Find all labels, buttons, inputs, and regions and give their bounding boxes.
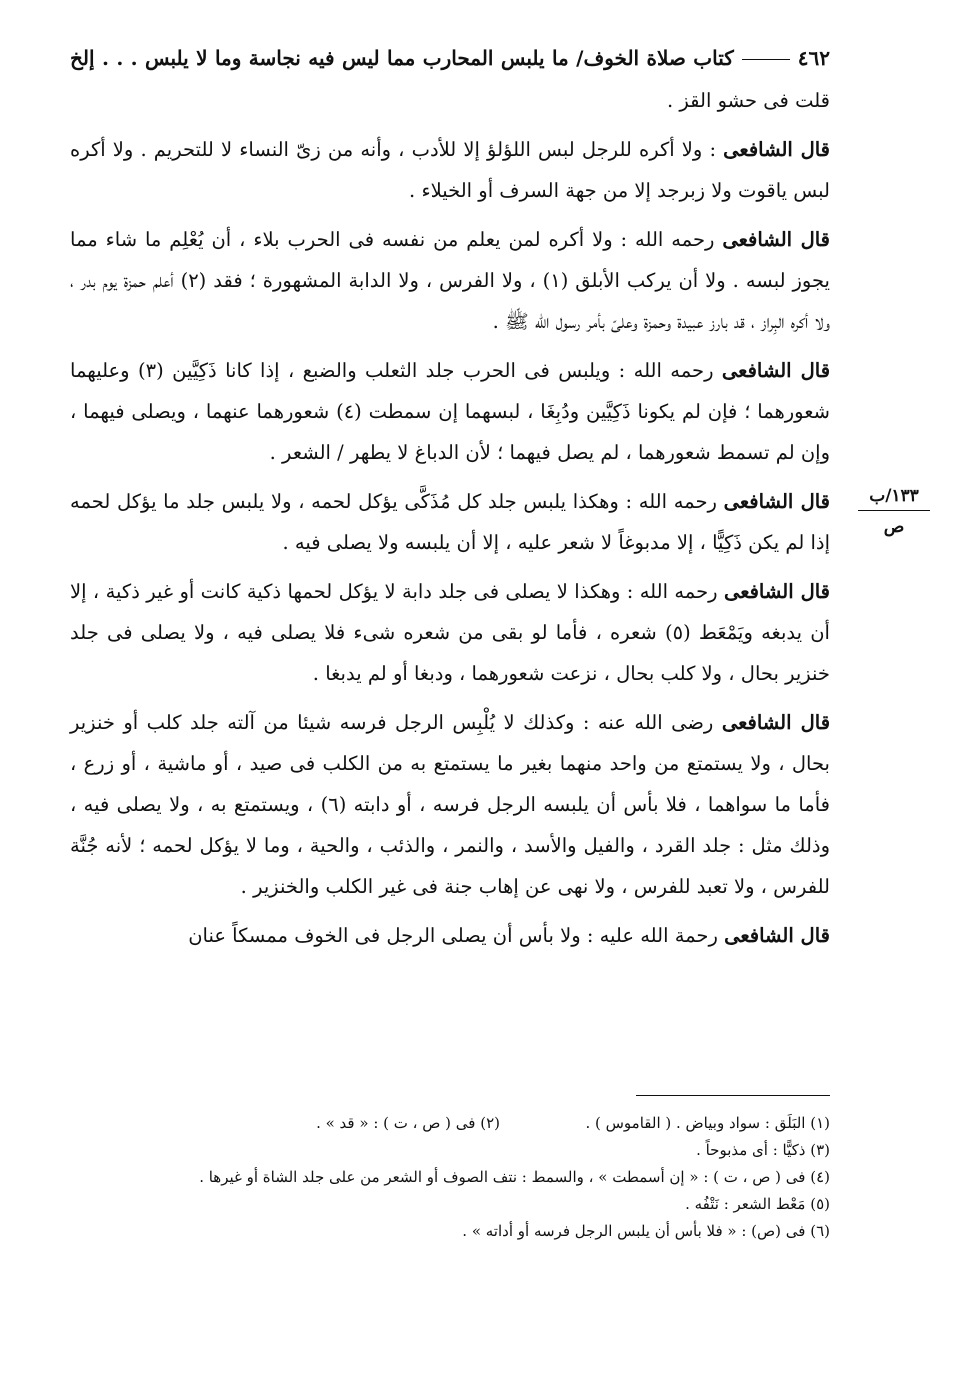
running-header (70, 40, 830, 76)
paragraph-5-text: رحمه الله : وهكذا لا يصلى فى جلد دابة لا يؤكل لحمها ذكية كانت أو غير ذكية ، إلا أن يدبغه ويَمْعَط (٥) شعره ، فأما لو بقى من شعره شىء فلا يصلى فيه ، ولا يصلى فى جلد خنزير بحال ، ولا كلب بحال ، نزعت شعورهما ، ودبغا أو لم يدبغا . (70, 580, 830, 685)
paragraph-4-speaker: قال الشافعى (723, 490, 831, 513)
paragraph-3-speaker: قال الشافعى (721, 359, 831, 382)
paragraph-6-speaker: قال الشافعى (721, 711, 831, 734)
paragraph-5 (70, 571, 830, 694)
paragraph-3-text: رحمه الله : ويلبس فى الحرب جلد الثعلب والضبع ، إذا كانا ذَكِيَّين (٣) وعليهما شعورهما ؛ فإن لم يكونا ذَكِيَّين ودُبِغَا ، لبسهما إن سمطت (٤) شعورهما عنهما ، ويصلى فيهما ، وإن لم تسمط شعورهما ، لم يصل فيهما ؛ لأن الدباغ لا يطهر / الشعر . (70, 359, 830, 464)
footnote-1: (١) البَلَق : سواد وبياض . ( القاموس ) . (585, 1114, 830, 1132)
manuscript-folio-note (858, 484, 930, 539)
footnote-6: (٦) فى (ص) : « فلا بأس أن يلبس الرجل فرسه أو أداته » . (462, 1222, 830, 1240)
paragraph-1 (70, 129, 830, 211)
paragraph-2-text: رحمه الله : ولا أكره لمن يعلم من نفسه فى الحرب بلاء ، أن يُعْلِم ما شاء مما يجوز لبسه . ولا أن يركب الأبلق (١) ، ولا الفرس ، ولا الدابة المشهورة ؛ فقد (٢) أعلم حمزة يوم بدر ، ولا أكره البِراز ، قد بارز عبيدة وحمزة وعلىّ بأمر رسول الله ﷺ . (70, 228, 830, 333)
page-number: ٤٦٢ (797, 46, 830, 70)
paragraph-7 (70, 915, 830, 956)
footnote-2: (٢) فى ( ص ، ت ) : « قد » . (316, 1114, 500, 1132)
paragraph-4-text: رحمه الله : وهكذا يلبس جلد كل مُذَكَّى يؤكل لحمه ، ولا يلبس جلد ما يؤكل لحمه إذا لم يكن ذَكِيًّا ، إلا مدبوغاً لا شعر عليه ، إلا أن يلبسه ولا يصلى فيه . (70, 490, 830, 554)
folio-rule (858, 510, 930, 511)
header-title: كتاب صلاة الخوف/ ما يلبس المحارب مما ليس فيه نجاسة وما لا يلبس . . . إلخ (70, 46, 734, 70)
footnote-3: (٣) ذكيًّا : أى مذبوحاً . (696, 1141, 830, 1159)
footnote-4: (٤) فى ( ص ، ت ) : « إن أسمطت » ، والسمط : نتف الصوف أو الشعر من على جلد الشاة أو غيرها . (199, 1168, 830, 1186)
paragraph-2 (70, 219, 830, 342)
folio-number: ١٣٣/ب (869, 486, 919, 506)
paragraph-3 (70, 350, 830, 473)
paragraph-2-speaker: قال الشافعى (722, 228, 831, 251)
footnote-row (70, 1110, 830, 1137)
manuscript-siglum: ص (883, 517, 905, 537)
paragraph-7-speaker: قال الشافعى (724, 924, 830, 947)
paragraph-7-text: رحمة الله عليه : ولا بأس أن يصلى الرجل فى الخوف ممسكاً عنان (188, 924, 718, 947)
paragraph-0 (70, 80, 830, 121)
footnote-separator (636, 1095, 830, 1096)
header-dash (742, 59, 790, 60)
page (70, 40, 830, 956)
paragraph-4 (70, 481, 830, 563)
paragraph-1-text: : ولا أكره للرجل لبس اللؤلؤ إلا للأدب ، وأنه من زىّ النساء لا للتحريم . ولا أكره لبس ياقوت ولا زبرجد إلا من جهة السرف أو الخيلاء . (70, 138, 830, 202)
footnote-5: (٥) مَعْط الشعر : نَتْفُه . (685, 1195, 830, 1213)
paragraph-6-text: رضى الله عنه : وكذلك لا يُلْبِس الرجل فرسه شيئا من آلته جلد كلب أو خنزير بحال ، ولا يستمتع من واحد منهما بغير ما يستمتع به من الكلب فى صيد ، أو ماشية ، أو زرع ، فأما ما سواهما ، فلا بأس أن يلبسه الرجل فرسه ، أو دابته (٦) ، ويستمتع به ، ولا يصلى فيه ، وذلك مثل : جلد القرد ، والفيل والأسد ، والنمر ، والذئب ، والحية ، وما لا يؤكل لحمه ؛ لأنه جُنَّة للفرس ، ولا تعبد للفرس ، ولا نهى عن إهاب جنة فى غير الكلب والخنزير . (70, 711, 830, 898)
paragraph-5-speaker: قال الشافعى (723, 580, 831, 603)
footnotes (70, 1110, 830, 1245)
paragraph-1-speaker: قال الشافعى (723, 138, 831, 161)
paragraph-0-text: قلت فى حشو القز . (667, 89, 830, 112)
paragraph-6 (70, 702, 830, 907)
